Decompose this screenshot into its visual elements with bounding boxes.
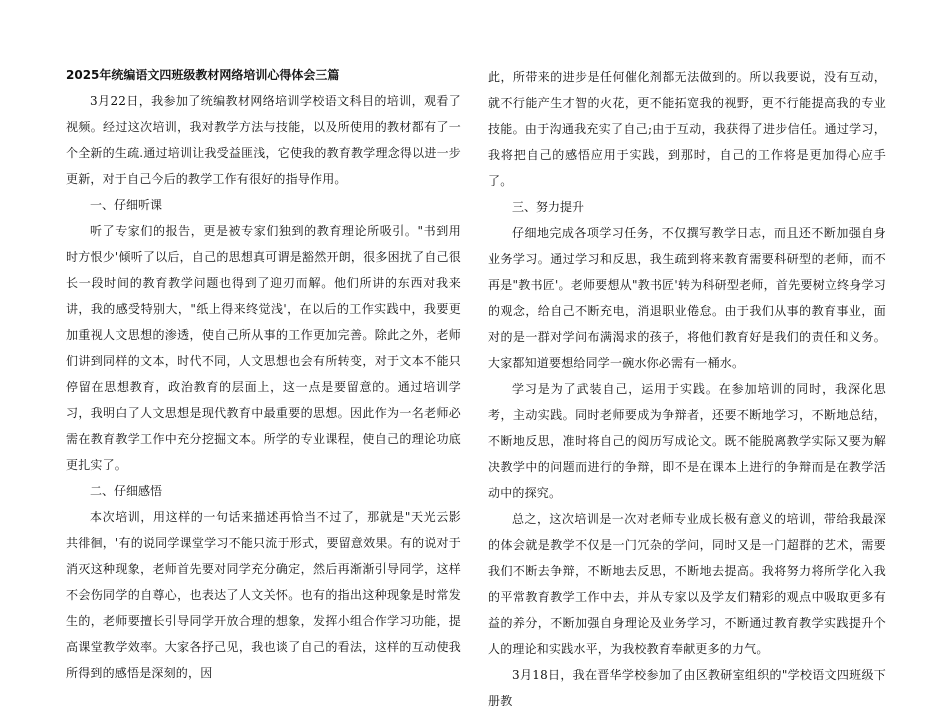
- summary-paragraph: 总之，这次培训是一次对老师专业成长极有意义的培训，带给我最深的体会就是教学不仅是一门冗杂的学问，同时又是一门超群的艺术，需要我们不断去争辩，不断地去反思，不断地去提高。我将努力将所学化入我的平常教育教学工作中去，并从专家以及学友们精彩的观点中吸取更多有益的养分，不断加强自身理论及业务学习，不断通过教育教学实践提升个人的理论和实践水平，为我校教育奉献更多的力气。: [488, 512, 886, 656]
- section-heading-improve: 三、努力提升: [512, 200, 585, 214]
- document-title: 2025年统编语文四班级教材网络培训心得体会三篇: [66, 68, 340, 82]
- practice-paragraph: 学习是为了武装自己，运用于实践。在参加培训的同时，我深化思考，主动实践。同时老师要成为争辩者，还要不断地学习，不断地总结，不断地反思，准时将自己的阅历写成论文。既不能脱离教学实际又要为解决教学中的问题而进行的争辩，即不是在课本上进行的争辩而是在教学活动中的探究。: [488, 382, 886, 500]
- section-heading-listen: 一、仔细听课: [90, 198, 163, 212]
- listen-paragraph: 听了专家们的报告，更是被专家们独到的教育理论所吸引。"书到用时方恨少'倾听了以后，自己的思想真可谓是豁然开朗，很多困扰了自己很长一段时间的教育教学问题也得到了迎刃而解。他们所讲的东西对我来讲，我的感受特别大，"纸上得来终觉浅'，在以后的工作实践中，我要更加重视人文思想的渗透，使自己所从事的工作更加完善。除此之外，老师们讲到同样的文本，时代不同，人文思想也会有所转变，对于文本不能只停留在思想教育，政治教育的层面上，这一点是要留意的。通过培训学习，我明白了人文思想是现代教育中最重要的思想。因此作为一名老师必需在教育教学工作中充分挖掘文本。所学的专业课程，使自己的理论功底更扎实了。: [66, 224, 461, 472]
- section-heading-reflect: 二、仔细感悟: [90, 484, 163, 498]
- left-column: [66, 64, 461, 686]
- continued-paragraph: 此，所带来的进步是任何催化剂都无法做到的。所以我要说，没有互动，就不行能产生才智的火花，更不能拓宽我的视野，更不行能提高我的专业技能。由于沟通我充实了自己;由于互动，我获得了进步信任。通过学习，我将把自己的感悟应用于实践，到那时，自己的工作将是更加得心应手了。: [488, 70, 886, 188]
- improve-paragraph: 仔细地完成各项学习任务，不仅撰写教学日志，而且还不断加强自身业务学习。通过学习和反思，我生疏到将来教育需要科研型的老师，而不再是"教书匠'。老师要想从"教书匠'转为科研型老师，首先要树立终身学习的观念，给自己不断充电，消退职业倦怠。由于我们从事的教育事业，面对的是一群对学问布满渴求的孩子，将他们教育好是我们的责任和义务。大家都知道要想给同学一碗水你必需有一桶水。: [488, 226, 886, 370]
- right-column: [488, 64, 886, 714]
- reflect-paragraph: 本次培训，用这样的一句话来描述再恰当不过了，那就是"天光云影共徘徊，'有的说同学课堂学习不能只流于形式，要留意效果。有的说对于消灭这种现象，老师首先要对同学充分确定，然后再渐渐引导同学，这样不会伤同学的自尊心，也表达了人文关怀。也有的指出这种现象是时常发生的，老师要擅长引导同学开放合理的想象，发挥小组合作学习功能，提高课堂教学效率。大家各抒己见，我也谈了自己的看法，这样的互动使我所得到的感悟是深刻的，因: [66, 510, 461, 680]
- intro-paragraph: 3月22日，我参加了统编教材网络培训学校语文科目的培训，观看了视频。经过这次培训，我对教学方法与技能，以及所使用的教材都有了一个全新的生疏.通过培训让我受益匪浅，它使我的教育教学理念得以进一步更新，对于自己今后的教学工作有很好的指导作用。: [66, 94, 461, 186]
- second-article-paragraph: 3月18日，我在晋华学校参加了由区教研室组织的"学校语文四班级下册教: [488, 668, 886, 708]
